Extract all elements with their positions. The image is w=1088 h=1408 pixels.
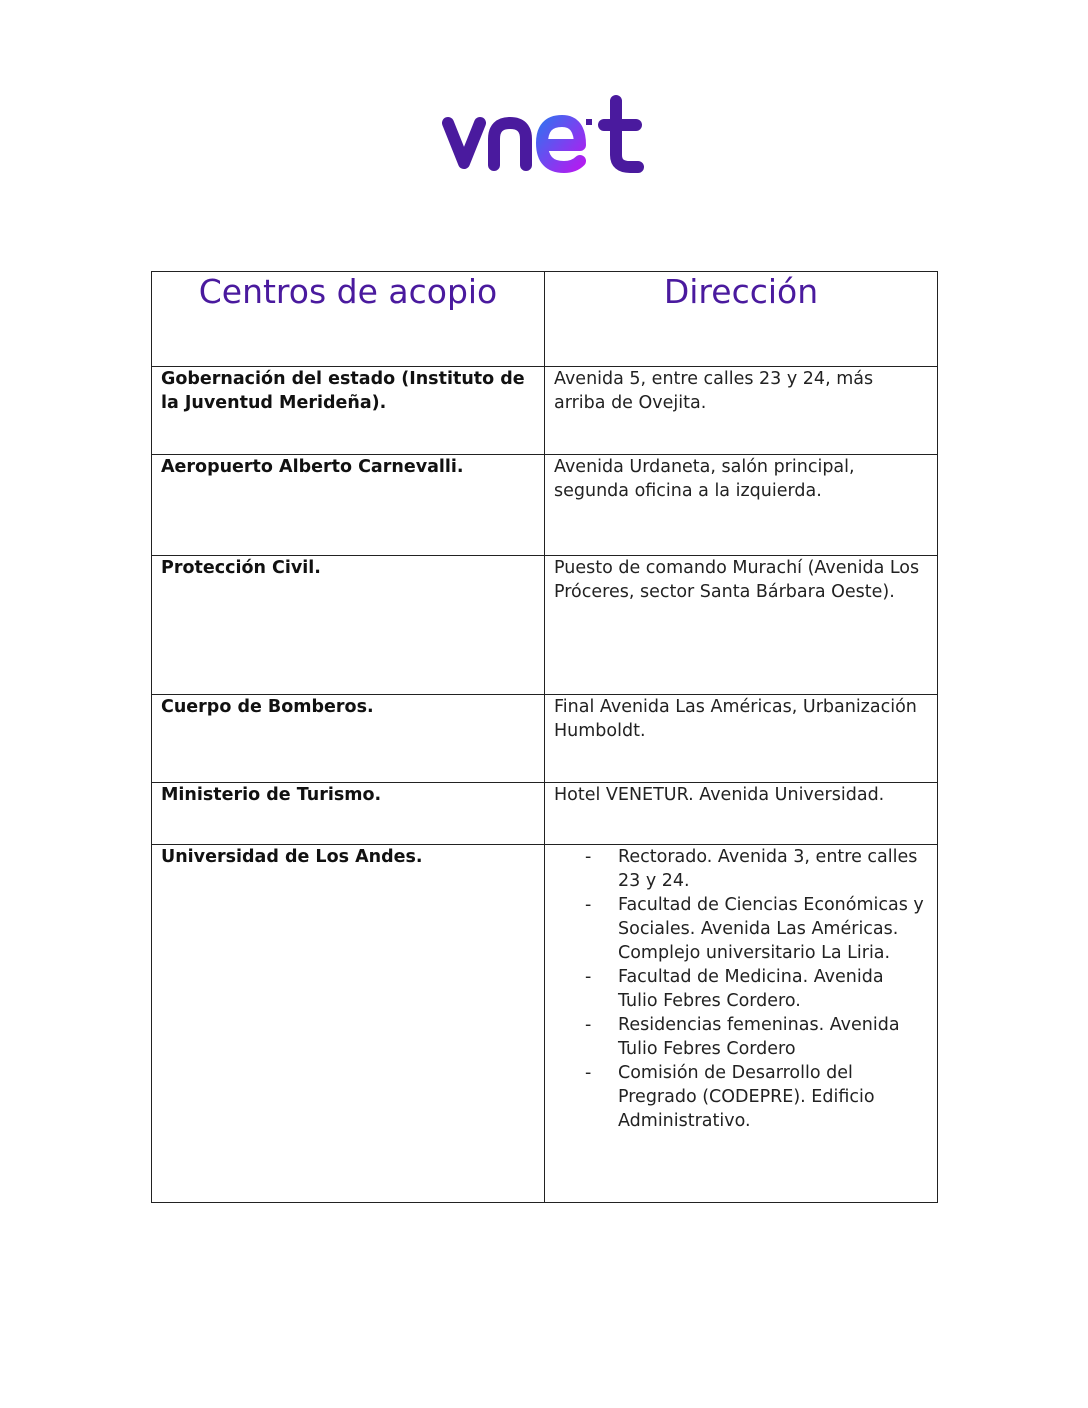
center-name: Cuerpo de Bomberos. <box>152 695 545 783</box>
campus-address-list <box>554 845 928 1133</box>
center-address: Hotel VENETUR. Avenida Universidad. <box>545 783 938 845</box>
center-name: Universidad de Los Andes. <box>152 845 545 1203</box>
table-row <box>152 367 938 455</box>
table-row <box>152 845 938 1203</box>
list-item: - Residencias femeninas. Avenida Tulio Febres Cordero <box>618 1013 928 1061</box>
header-address: Dirección <box>545 272 938 367</box>
list-item: - Comisión de Desarrollo del Pregrado (CODEPRE). Edificio Administrativo. <box>618 1061 928 1133</box>
table-row <box>152 783 938 845</box>
list-item: - Facultad de Ciencias Económicas y Sociales. Avenida Las Américas. Complejo universitario La Liria. <box>618 893 928 965</box>
center-address: Final Avenida Las Américas, Urbanización Humboldt. <box>545 695 938 783</box>
vnet-logo <box>440 95 650 180</box>
list-item: - Facultad de Medicina. Avenida Tulio Febres Cordero. <box>618 965 928 1013</box>
header-centers: Centros de acopio <box>152 272 545 367</box>
vnet-logo-graphic <box>440 95 650 180</box>
center-name: Protección Civil. <box>152 556 545 695</box>
center-name: Aeropuerto Alberto Carnevalli. <box>152 455 545 556</box>
center-address: Avenida 5, entre calles 23 y 24, más arriba de Ovejita. <box>545 367 938 455</box>
table-row <box>152 556 938 695</box>
table-row <box>152 455 938 556</box>
collection-centers-table <box>151 271 938 1203</box>
center-address: Puesto de comando Murachí (Avenida Los Próceres, sector Santa Bárbara Oeste). <box>545 556 938 695</box>
center-address-list-cell <box>545 845 938 1203</box>
center-name: Gobernación del estado (Instituto de la Juventud Merideña). <box>152 367 545 455</box>
table-header-row <box>152 272 938 367</box>
center-name: Ministerio de Turismo. <box>152 783 545 845</box>
table-row <box>152 695 938 783</box>
list-item: - Rectorado. Avenida 3, entre calles 23 y 24. <box>618 845 928 893</box>
center-address: Avenida Urdaneta, salón principal, segunda oficina a la izquierda. <box>545 455 938 556</box>
